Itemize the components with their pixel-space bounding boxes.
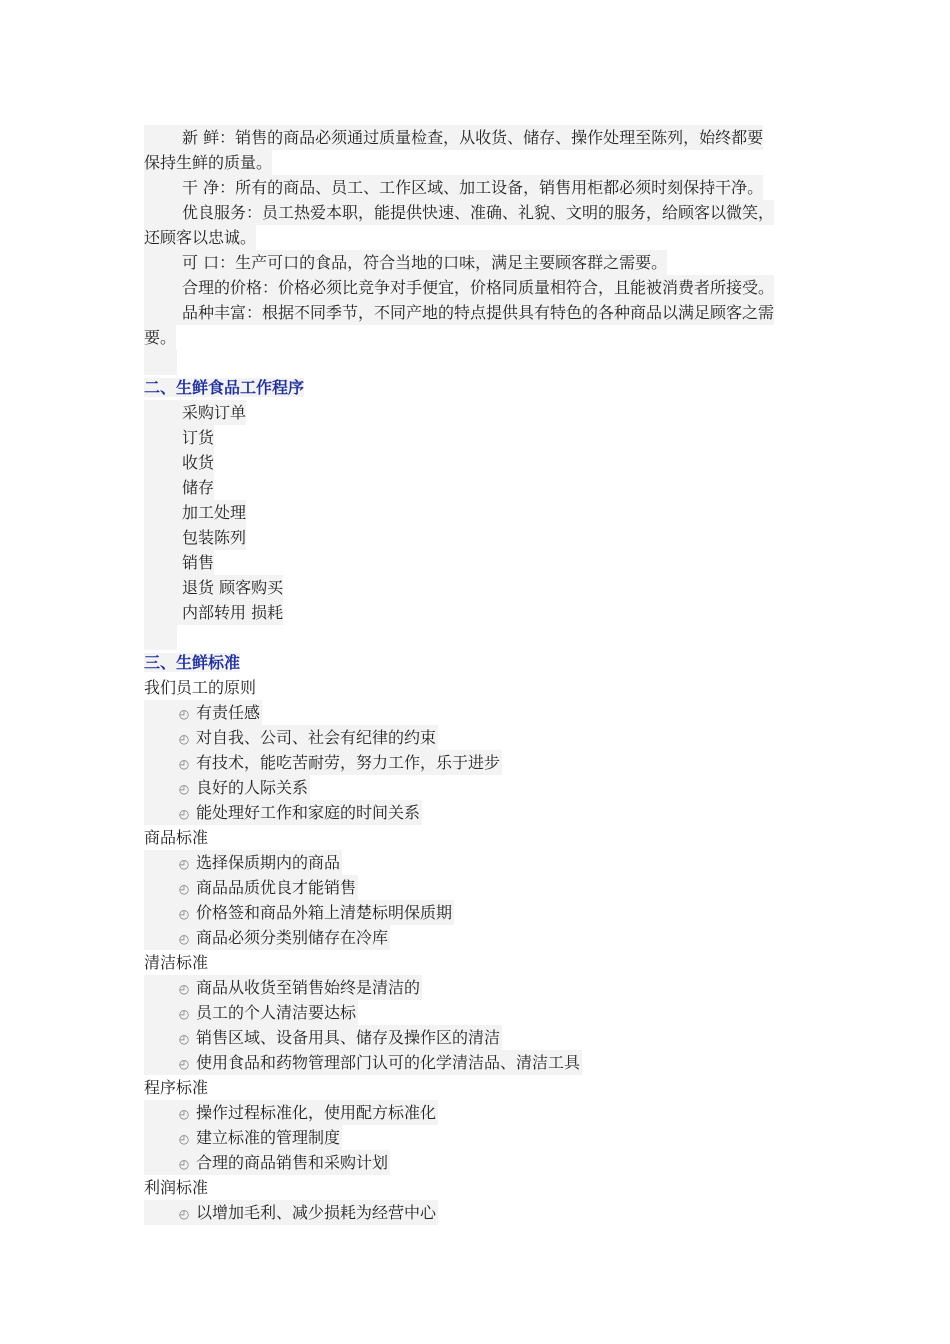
clock-bullet-icon: ◴ (178, 932, 190, 946)
workflow-step: 储存 (144, 475, 814, 500)
clock-bullet-icon: ◴ (178, 1057, 190, 1071)
standard-item-text: 对自我、公司、社会有纪律的约束 (196, 728, 437, 747)
standard-item-text: 以增加毛利、减少损耗为经营中心 (196, 1203, 437, 1222)
standard-item (144, 850, 814, 875)
spacer (144, 625, 814, 650)
clock-bullet-icon: ◴ (178, 882, 190, 896)
standard-item (144, 1125, 814, 1150)
standard-item-text: 选择保质期内的商品 (196, 853, 341, 872)
clock-bullet-icon: ◴ (178, 707, 190, 721)
standard-item-text: 有责任感 (196, 703, 261, 722)
standard-group-label: 程序标准 (144, 1078, 209, 1097)
standard-item (144, 1100, 814, 1125)
workflow-step: 采购订单 (144, 400, 814, 425)
standard-item (144, 700, 814, 725)
clock-bullet-icon: ◴ (178, 1107, 190, 1121)
standard-item (144, 725, 814, 750)
clock-bullet-icon: ◴ (178, 782, 190, 796)
standard-item-text: 商品从收货至销售始终是清洁的 (196, 978, 421, 997)
clock-bullet-icon: ◴ (178, 1032, 190, 1046)
standard-item (144, 925, 814, 950)
standard-item (144, 1150, 814, 1175)
workflow-step: 收货 (144, 450, 814, 475)
clock-bullet-icon: ◴ (178, 732, 190, 746)
clock-bullet-icon: ◴ (178, 757, 190, 771)
document-content (144, 125, 814, 1225)
standard-item-text: 合理的商品销售和采购计划 (196, 1153, 389, 1172)
clock-bullet-icon: ◴ (178, 807, 190, 821)
standard-item (144, 975, 814, 1000)
standard-item-text: 员工的个人清洁要达标 (196, 1003, 357, 1022)
standard-item-text: 商品必须分类别储存在冷库 (196, 928, 389, 947)
spacer (144, 350, 814, 375)
paragraph-service: 优良服务：员工热爱本职，能提供快速、准确、礼貌、文明的服务，给顾客以微笑， (144, 200, 814, 225)
standard-item-text: 良好的人际关系 (196, 778, 309, 797)
standard-item (144, 875, 814, 900)
clock-bullet-icon: ◴ (178, 982, 190, 996)
standard-item (144, 1200, 814, 1225)
standard-group-label: 商品标准 (144, 828, 209, 847)
standard-item (144, 775, 814, 800)
workflow-step: 退货 顾客购买 (144, 575, 814, 600)
standard-item (144, 900, 814, 925)
standard-group-label: 我们员工的原则 (144, 678, 257, 697)
standard-item-text: 使用食品和药物管理部门认可的化学清洁品、清洁工具 (196, 1053, 581, 1072)
paragraph-fresh: 新 鲜：销售的商品必须通过质量检查，从收货、储存、操作处理至陈列，始终都要 (144, 125, 814, 150)
workflow-step: 销售 (144, 550, 814, 575)
paragraph-variety-cont: 要。 (144, 325, 814, 350)
clock-bullet-icon: ◴ (178, 857, 190, 871)
paragraph-service-cont: 还顾客以忠诚。 (144, 225, 814, 250)
section-2-heading: 二、生鲜食品工作程序 (144, 378, 305, 397)
standard-item-text: 操作过程标准化，使用配方标准化 (196, 1103, 437, 1122)
paragraph-variety: 品种丰富：根据不同季节，不同产地的特点提供具有特色的各种商品以满足顾客之需 (144, 300, 814, 325)
standard-item-text: 建立标准的管理制度 (196, 1128, 341, 1147)
workflow-step: 包装陈列 (144, 525, 814, 550)
paragraph-clean: 干 净：所有的商品、员工、工作区域、加工设备，销售用柜都必须时刻保持干净。 (144, 175, 814, 200)
standard-item (144, 1025, 814, 1050)
clock-bullet-icon: ◴ (178, 1207, 190, 1221)
standard-item (144, 800, 814, 825)
clock-bullet-icon: ◴ (178, 1007, 190, 1021)
clock-bullet-icon: ◴ (178, 1132, 190, 1146)
paragraph-tasty: 可 口：生产可口的食品，符合当地的口味，满足主要顾客群之需要。 (144, 250, 814, 275)
standard-item-text: 有技术，能吃苦耐劳，努力工作，乐于进步 (196, 753, 501, 772)
workflow-step: 内部转用 损耗 (144, 600, 814, 625)
workflow-step: 订货 (144, 425, 814, 450)
standard-group-label: 利润标准 (144, 1178, 209, 1197)
standard-item (144, 1000, 814, 1025)
paragraph-fresh-cont: 保持生鲜的质量。 (144, 150, 814, 175)
section-3-heading: 三、生鲜标准 (144, 653, 241, 672)
standards-groups (144, 675, 814, 1225)
clock-bullet-icon: ◴ (178, 907, 190, 921)
standard-item (144, 750, 814, 775)
workflow-step: 加工处理 (144, 500, 814, 525)
standard-item-text: 价格签和商品外箱上清楚标明保质期 (196, 903, 453, 922)
standard-item-text: 能处理好工作和家庭的时间关系 (196, 803, 421, 822)
clock-bullet-icon: ◴ (178, 1157, 190, 1171)
workflow-steps (144, 400, 814, 625)
standard-item-text: 销售区域、设备用具、储存及操作区的清洁 (196, 1028, 501, 1047)
standard-group-label: 清洁标准 (144, 953, 209, 972)
standard-item-text: 商品品质优良才能销售 (196, 878, 357, 897)
paragraph-price: 合理的价格：价格必须比竞争对手便宜，价格同质量相符合，且能被消费者所接受。 (144, 275, 814, 300)
standard-item (144, 1050, 814, 1075)
